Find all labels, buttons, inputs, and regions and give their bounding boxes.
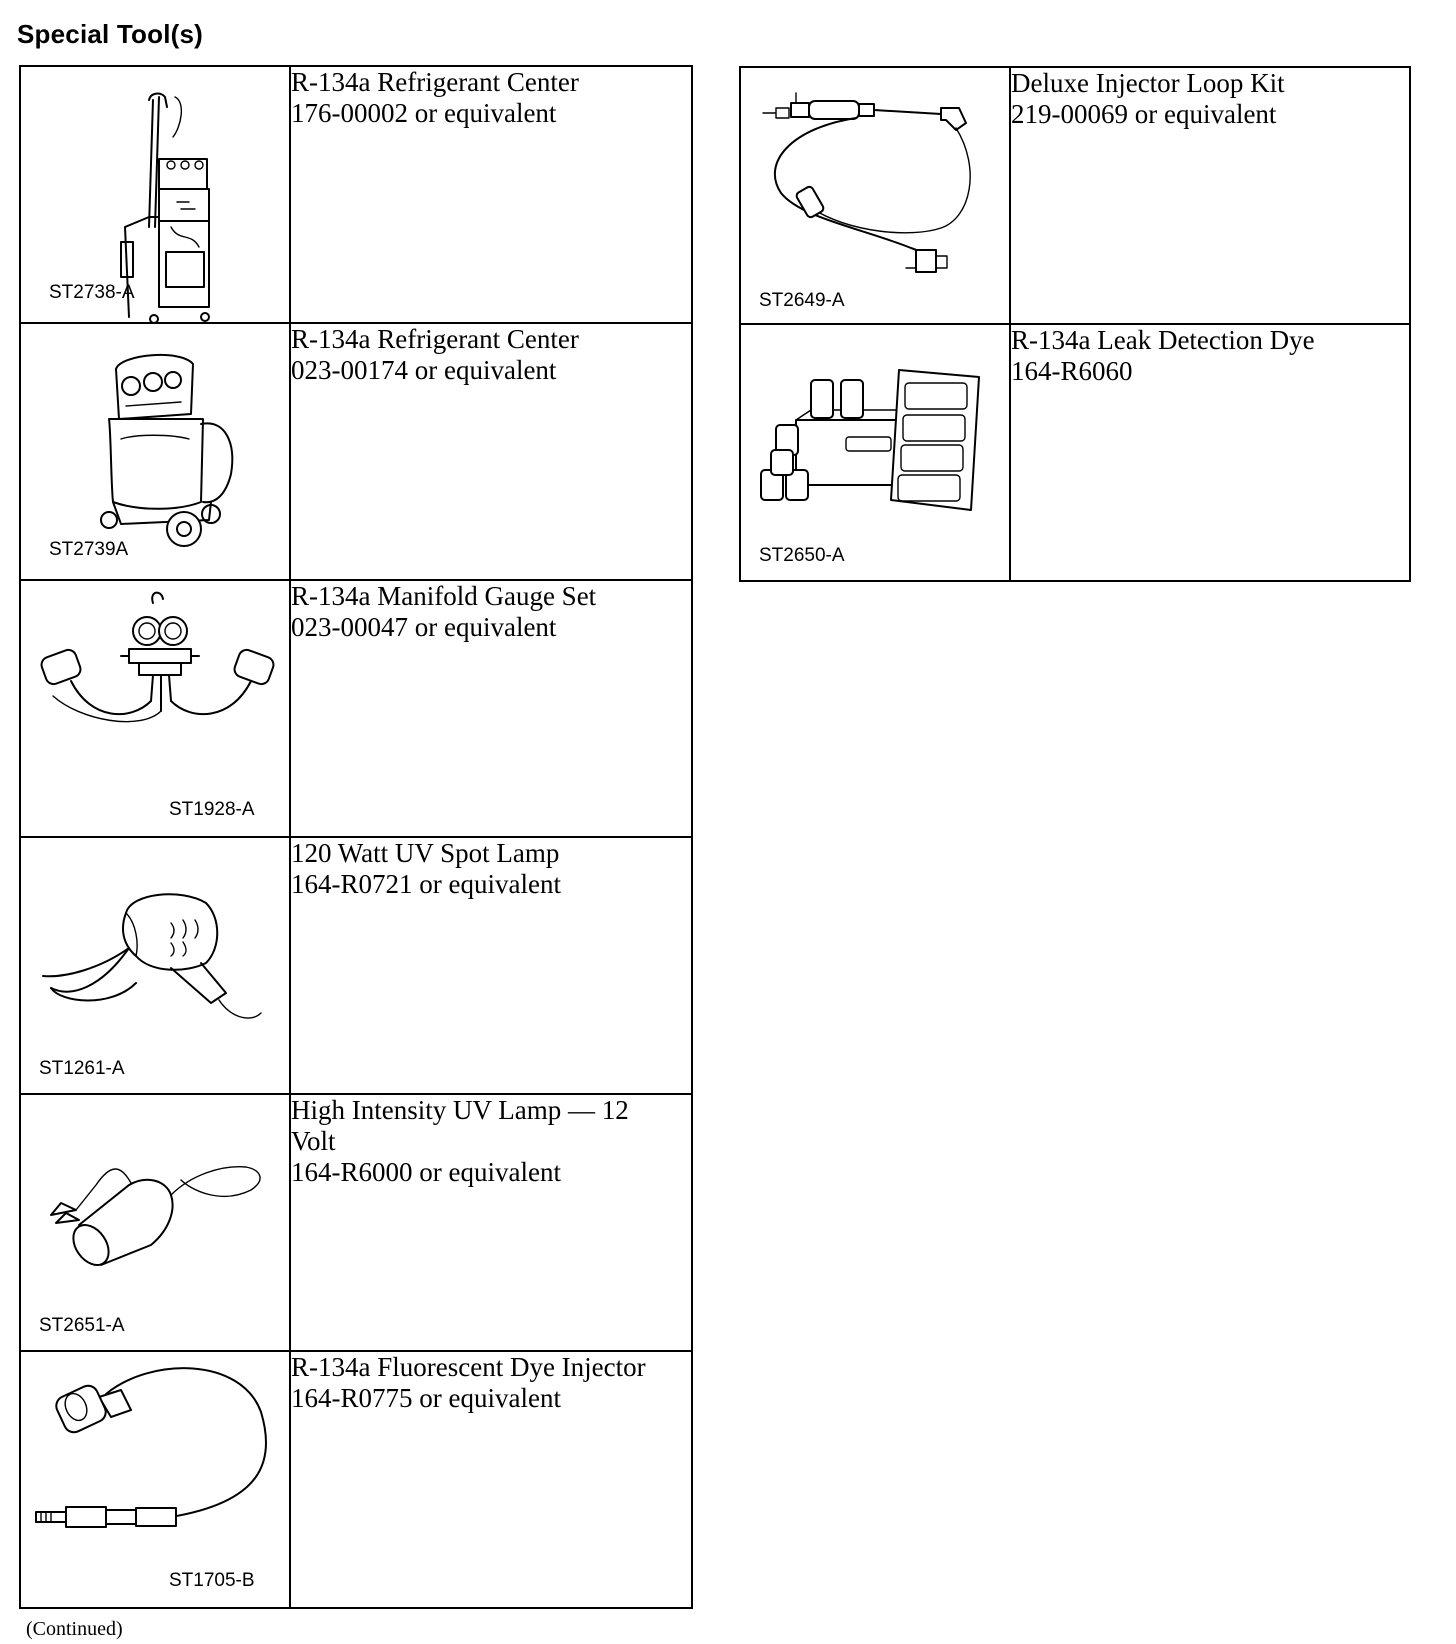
tool-name: R-134a Fluorescent Dye Injector xyxy=(291,1352,646,1382)
tool-code: ST1705-B xyxy=(169,1570,255,1591)
tool-illustration-cell xyxy=(20,66,290,323)
tool-name: Deluxe Injector Loop Kit xyxy=(1011,68,1285,98)
tool-name: R-134a Refrigerant Center xyxy=(291,67,579,97)
tool-illustration-cell xyxy=(740,67,1010,324)
tool-illustration-cell xyxy=(20,580,290,837)
tool-name: R-134a Manifold Gauge Set xyxy=(291,581,597,611)
tool-code: ST2649-A xyxy=(759,290,845,311)
tool-code: ST1261-A xyxy=(39,1058,125,1079)
tool-row xyxy=(740,67,1410,324)
tools-table-left xyxy=(19,65,693,1609)
tool-part-number: 023-00174 or equivalent xyxy=(291,355,557,385)
manifold-gauge-set-icon xyxy=(21,581,289,836)
tool-row xyxy=(20,580,692,837)
tool-illustration-cell xyxy=(20,837,290,1094)
tools-table-right xyxy=(739,66,1411,582)
tool-description xyxy=(290,323,692,580)
tool-part-number: 023-00047 or equivalent xyxy=(291,612,557,642)
continued-note: (Continued) xyxy=(26,1618,123,1640)
leak-detection-dye-kit-icon xyxy=(741,325,1009,580)
tool-part-number: 164-R6000 or equivalent xyxy=(291,1157,561,1187)
tool-code: ST2739A xyxy=(49,539,129,560)
tool-name: R-134a Refrigerant Center xyxy=(291,324,579,354)
tool-name: High Intensity UV Lamp — 12 xyxy=(291,1095,629,1125)
tool-description xyxy=(290,837,692,1094)
tool-part-number: 164-R0721 or equivalent xyxy=(291,869,561,899)
tool-row xyxy=(20,66,692,323)
tool-description xyxy=(1010,324,1410,581)
tool-description xyxy=(290,1094,692,1351)
tool-description xyxy=(1010,67,1410,324)
tool-description xyxy=(290,1351,692,1608)
tool-row xyxy=(20,1351,692,1608)
tool-code: ST1928-A xyxy=(169,799,255,820)
injector-loop-kit-icon xyxy=(741,68,1009,323)
tool-illustration-cell xyxy=(740,324,1010,581)
tool-part-number: 164-R6060 xyxy=(1011,356,1133,386)
tool-part-number: 176-00002 or equivalent xyxy=(291,98,557,128)
tool-row xyxy=(20,1094,692,1351)
tool-part-number: 219-00069 or equivalent xyxy=(1011,99,1277,129)
tool-part-number: 164-R0775 or equivalent xyxy=(291,1383,561,1413)
tool-name: R-134a Leak Detection Dye xyxy=(1011,325,1315,355)
tool-code: ST2650-A xyxy=(759,545,845,566)
page-title: Special Tool(s) xyxy=(17,19,203,49)
tool-row xyxy=(20,323,692,580)
tool-row xyxy=(740,324,1410,581)
tool-name: 120 Watt UV Spot Lamp xyxy=(291,838,560,868)
uv-spot-lamp-icon xyxy=(21,838,289,1093)
uv-lamp-12v-icon xyxy=(21,1095,289,1350)
dye-injector-icon xyxy=(21,1352,289,1607)
tool-illustration-cell xyxy=(20,323,290,580)
tool-illustration-cell xyxy=(20,1351,290,1608)
tool-description xyxy=(290,580,692,837)
tool-name-continued: Volt xyxy=(291,1126,336,1156)
tool-code: ST2651-A xyxy=(39,1315,125,1336)
tool-description xyxy=(290,66,692,323)
tool-row xyxy=(20,837,692,1094)
tool-code: ST2738-A xyxy=(49,282,135,303)
tool-illustration-cell xyxy=(20,1094,290,1351)
